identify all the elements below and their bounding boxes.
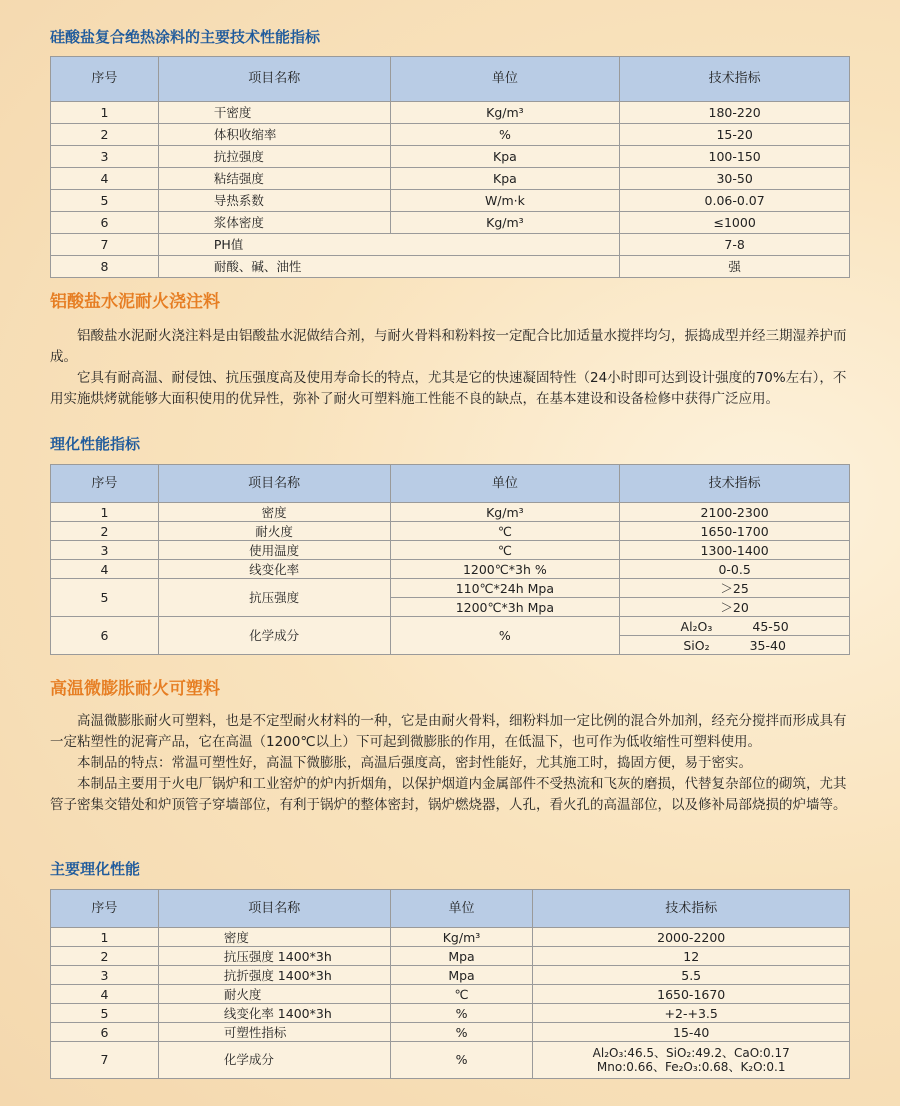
cell-value [620,617,850,636]
table-row [51,234,850,256]
cell-no: 4 [51,985,159,1004]
cell-no: 4 [51,560,159,579]
cell-name: 干密度 [158,102,390,124]
table-row [51,146,850,168]
cell-value [620,636,850,655]
table-header-row [51,465,850,503]
header-unit: 单位 [390,57,620,102]
cell-value: 180-220 [620,102,850,124]
table-row [51,124,850,146]
cell-name: 化学成分 [158,617,390,655]
header-no: 序号 [51,890,159,928]
cell-name: 密度 [158,503,390,522]
cell-name: 使用温度 [158,541,390,560]
chem-line: Mno:0.66、Fe₂O₃:0.68、K₂O:0.1 [596,1060,786,1074]
cell-no: 8 [51,256,159,278]
cell-name: 粘结强度 [158,168,390,190]
cell-no: 1 [51,503,159,522]
cell-name: 抗拉强度 [158,146,390,168]
header-name: 项目名称 [158,465,390,503]
cell-unit: ℃ [390,541,620,560]
cell-value: 1650-1670 [533,985,850,1004]
paragraph: 铝酸盐水泥耐火浇注料是由铝酸盐水泥做结合剂，与耐火骨料和粉料按一定配合比加适量水搅拌均匀，振捣成型并经三期湿养护而成。 [50,328,847,365]
table-row [51,985,850,1004]
cell-name: 线变化率 1400*3h [158,1004,390,1023]
cell-unit: % [390,1004,533,1023]
section3-title: 高温微膨胀耐火可塑料 [50,679,220,699]
paragraph: 它具有耐高温、耐侵蚀、抗压强度高及使用寿命长的特点，尤其是它的快速凝固特性（24小时即可达到设计强度的70%左右），不用实施烘烤就能够大面积使用的优异性，弥补了耐火可塑料施工性能不良的缺点，在基本建设和设备检修中获得广泛应用。 [50,370,847,407]
table-row [51,966,850,985]
header-value: 技术指标 [620,465,850,503]
cell-value: 2000-2200 [533,928,850,947]
cell-value: 30-50 [620,168,850,190]
cell-no: 3 [51,541,159,560]
cell-no: 6 [51,617,159,655]
cell-value: 15-20 [620,124,850,146]
cell-name: PH值 [158,234,619,256]
cell-unit: 1200℃*3h Mpa [390,598,620,617]
section2-subtitle: 理化性能指标 [50,435,141,453]
table-header-row [51,57,850,102]
cell-no: 3 [51,146,159,168]
table-row [51,947,850,966]
table-row [51,579,850,598]
section3-description [50,711,850,816]
table-row [51,541,850,560]
cell-unit: % [390,617,620,655]
cell-unit: Kg/m³ [390,212,620,234]
cell-name: 耐火度 [158,985,390,1004]
table-aluminate [50,464,850,655]
cell-no: 1 [51,102,159,124]
cell-name: 抗折强度 1400*3h [158,966,390,985]
paragraph: 高温微膨胀耐火可塑料，也是不定型耐火材料的一种，它是由耐火骨料，细粉料加一定比例的混合外加剂，经充分搅拌而形成具有一定粘塑性的泥膏产品，它在高温（1200℃以上）下可起到微膨胀的作用，在低温下，也可作为低收缩性可塑料使用。 [50,713,847,750]
cell-value: ＞25 [620,579,850,598]
cell-unit: Kg/m³ [390,102,620,124]
header-value: 技术指标 [533,890,850,928]
cell-unit: 1200℃*3h % [390,560,620,579]
table-row [51,102,850,124]
header-no: 序号 [51,465,159,503]
header-no: 序号 [51,57,159,102]
cell-name: 耐酸、碱、油性 [158,256,619,278]
cell-value: 0-0.5 [620,560,850,579]
chem-value: 45-50 [752,618,789,634]
table-row [51,1042,850,1079]
cell-name: 浆体密度 [158,212,390,234]
paragraph: 本制品主要用于火电厂锅炉和工业窑炉的炉内折烟角，以保护烟道内金属部件不受热流和飞灰的磨损，代替复杂部位的砌筑，尤其管子密集交错处和炉顶管子穿墙部位，有利于锅炉的整体密封，锅炉燃烧器，人孔，看火孔的高温部位，以及修补局部烧损的炉墙等。 [50,776,847,813]
chem-value: 35-40 [749,637,786,653]
cell-unit: % [390,124,620,146]
cell-value: 2100-2300 [620,503,850,522]
cell-unit: % [390,1042,533,1079]
cell-no: 7 [51,1042,159,1079]
cell-no: 4 [51,168,159,190]
section2-description [50,326,850,410]
paragraph: 本制品的特点：常温可塑性好，高温下微膨胀，高温后强度高，密封性能好，尤其施工时，捣固方便，易于密实。 [77,755,752,771]
cell-name: 抗压强度 1400*3h [158,947,390,966]
cell-no: 5 [51,190,159,212]
table-row [51,503,850,522]
cell-value: 5.5 [533,966,850,985]
cell-unit: ℃ [390,522,620,541]
cell-no: 2 [51,522,159,541]
cell-no: 5 [51,579,159,617]
cell-name: 线变化率 [158,560,390,579]
header-name: 项目名称 [158,57,390,102]
cell-no: 2 [51,947,159,966]
header-unit: 单位 [390,890,533,928]
cell-value: ＞20 [620,598,850,617]
cell-no: 5 [51,1004,159,1023]
table-plastic [50,889,850,1079]
cell-name: 化学成分 [158,1042,390,1079]
cell-name: 密度 [158,928,390,947]
table-silicate [50,56,850,278]
header-name: 项目名称 [158,890,390,928]
cell-value: 15-40 [533,1023,850,1042]
chem-line: Al₂O₃:46.5、SiO₂:49.2、CaO:0.17 [592,1046,790,1060]
cell-no: 1 [51,928,159,947]
table-row [51,190,850,212]
cell-unit: Kpa [390,146,620,168]
cell-unit: ℃ [390,985,533,1004]
cell-name: 体积收缩率 [158,124,390,146]
header-unit: 单位 [390,465,620,503]
table-row [51,168,850,190]
table-row [51,522,850,541]
cell-value: 强 [620,256,850,278]
cell-value: 12 [533,947,850,966]
header-value: 技术指标 [620,57,850,102]
cell-value: 100-150 [620,146,850,168]
cell-value: ≤1000 [620,212,850,234]
cell-value: 7-8 [620,234,850,256]
table-row [51,1004,850,1023]
cell-name: 抗压强度 [158,579,390,617]
cell-value [533,1042,850,1079]
cell-name: 耐火度 [158,522,390,541]
table-row [51,1023,850,1042]
cell-unit: % [390,1023,533,1042]
cell-name: 可塑性指标 [158,1023,390,1042]
cell-unit: Kpa [390,168,620,190]
cell-unit: Mpa [390,966,533,985]
cell-no: 3 [51,966,159,985]
cell-no: 6 [51,212,159,234]
table-row [51,256,850,278]
section1-title: 硅酸盐复合绝热涂料的主要技术性能指标 [50,28,321,46]
section3-subtitle: 主要理化性能 [50,860,141,878]
cell-name: 导热系数 [158,190,390,212]
chem-label: Al₂O₃ [680,618,713,634]
table-header-row [51,890,850,928]
table-row [51,560,850,579]
cell-unit: Kg/m³ [390,928,533,947]
table-row [51,928,850,947]
chem-label: SiO₂ [683,637,710,653]
cell-value: 1300-1400 [620,541,850,560]
table-row [51,617,850,636]
table-row [51,212,850,234]
cell-value: 0.06-0.07 [620,190,850,212]
cell-no: 7 [51,234,159,256]
section2-title: 铝酸盐水泥耐火浇注料 [50,292,220,312]
cell-unit: Kg/m³ [390,503,620,522]
cell-unit: 110℃*24h Mpa [390,579,620,598]
cell-no: 6 [51,1023,159,1042]
cell-value: 1650-1700 [620,522,850,541]
cell-unit: Mpa [390,947,533,966]
cell-unit: W/m·k [390,190,620,212]
cell-no: 2 [51,124,159,146]
cell-value: +2-+3.5 [533,1004,850,1023]
